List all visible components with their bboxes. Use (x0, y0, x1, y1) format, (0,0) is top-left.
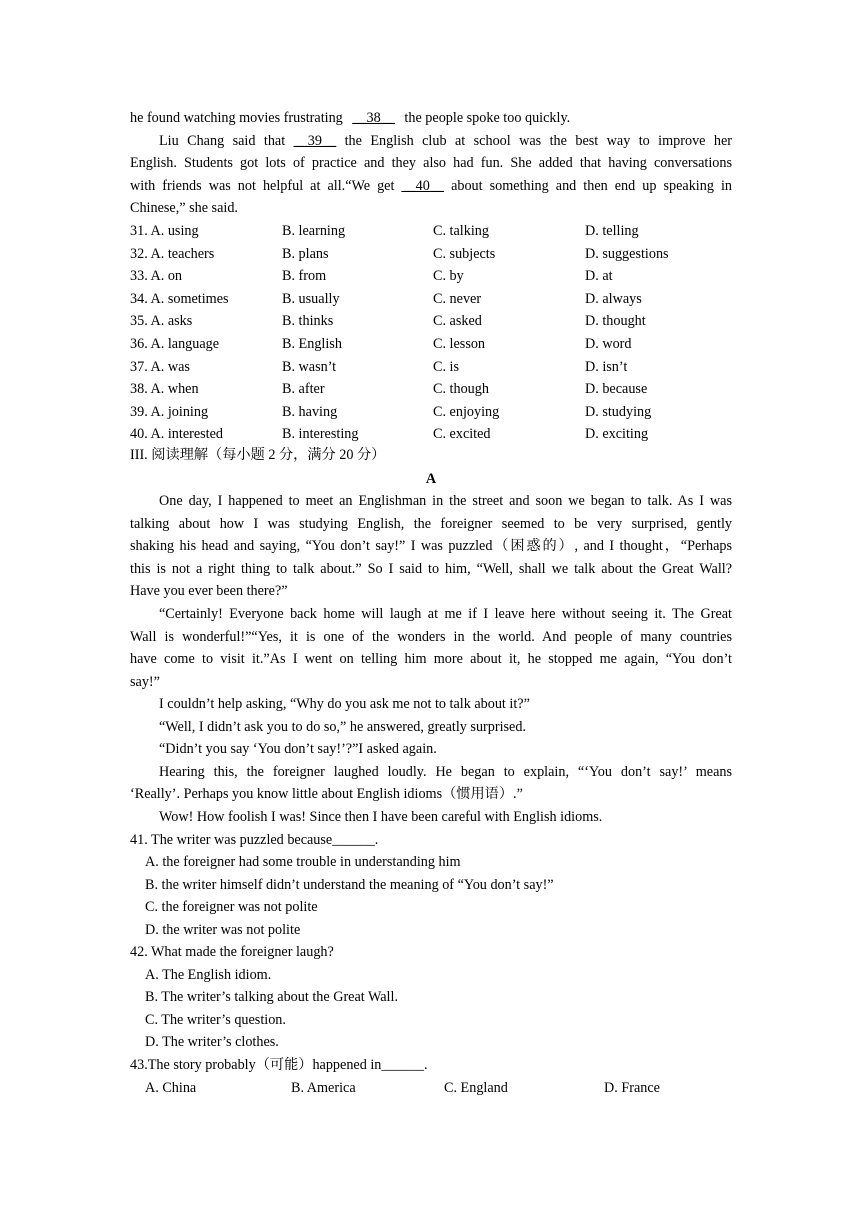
cloze-q38-option-d: D. because (585, 381, 648, 398)
cloze-q39-option-a: 39. A. joining (130, 403, 209, 420)
cloze-q38-option-a: 38. A. when (130, 381, 199, 398)
cloze-line-1 (130, 107, 732, 130)
question-43-option-a: A. China (145, 1080, 197, 1096)
cloze-q38-option-c: C. though (433, 381, 489, 398)
cloze-q37-option-d: D. isn’t (585, 358, 628, 375)
cloze-q36-option-a: 36. A. language (130, 336, 220, 352)
passage-line: One day, I happened to meet an Englishman in the street and soon we began to talk. As I was (159, 493, 732, 509)
cloze-q31-option-b: B. learning (282, 223, 346, 239)
cloze-q32-option-a: 32. A. teachers (130, 245, 215, 262)
cloze-q31-option-d: D. telling (585, 223, 639, 239)
passage-line: talking about how I was studying English, the foreigner seemed to be very surprised, gently (130, 516, 732, 532)
cloze-q33-option-d: D. at (585, 268, 613, 285)
cloze-q33-option-c: C. by (433, 268, 464, 285)
cloze-q31-option-c: C. talking (433, 223, 489, 239)
passage-line: “Certainly! Everyone back home will laugh at me if I leave here without seeing it. The Great (159, 606, 732, 622)
cloze-q38-option-b: B. after (282, 381, 325, 398)
cloze-q34-option-d: D. always (585, 290, 642, 307)
passage-line: have come to visit it.”As I went on telling him more about it, he stopped me again, “You don’t (130, 651, 732, 667)
question-43-option-c: C. England (444, 1080, 508, 1096)
cloze-q37-option-b: B. wasn’t (282, 358, 337, 375)
passage-line: Hearing this, the foreigner laughed loudly. He began to explain, “‘You don’t say!’ means (159, 764, 732, 780)
cloze-q31-option-a: 31. A. using (130, 223, 199, 239)
cloze-text: about something and then end up speaking in (451, 178, 733, 194)
question-41-option-b: B. the writer himself didn’t understand the meaning of “You don’t say!” (145, 877, 554, 893)
passage-line: “Well, I didn’t ask you to do so,” he answered, greatly surprised. (159, 719, 526, 735)
cloze-q33-option-b: B. from (282, 268, 327, 285)
question-42-stem: 42. What made the foreigner laugh? (130, 944, 334, 960)
blank-38: __38__ (352, 110, 395, 126)
question-41-option-c: C. the foreigner was not polite (145, 899, 318, 915)
cloze-q36-option-c: C. lesson (433, 336, 486, 352)
passage-label: A (425, 471, 437, 487)
cloze-line-5: Chinese,” she said. (130, 200, 238, 216)
cloze-q39-option-c: C. enjoying (433, 403, 500, 420)
cloze-q39-option-b: B. having (282, 403, 338, 420)
question-43-option-b: B. America (291, 1080, 356, 1096)
cloze-q40-option-a: 40. A. interested (130, 426, 223, 443)
section-heading: III. 阅读理解（每小题 2 分，满分 20 分） (130, 447, 386, 463)
cloze-text: with friends was not helpful at all.“We get (130, 178, 395, 194)
passage-line: Wall is wonderful!”“Yes, it is one of the wonders in the world. And people of many countries (130, 629, 732, 645)
passage-line: say!” (130, 674, 160, 690)
passage-line: shaking his head and saying, “You don’t say!” I was puzzled（困惑的）, and I thought，“Perhaps (130, 538, 732, 554)
cloze-q34-option-c: C. never (433, 290, 482, 307)
passage-line: this is not a right thing to talk about.” So I said to him, “Well, shall we talk about the Great Wall? (130, 561, 732, 577)
passage-line: Wow! How foolish I was! Since then I have been careful with English idioms. (159, 809, 603, 825)
cloze-line-4 (130, 175, 732, 198)
cloze-q35-option-a: 35. A. asks (130, 313, 193, 330)
question-42-option-a: A. The English idiom. (145, 967, 272, 983)
blank-40: __40__ (401, 178, 445, 194)
cloze-line-3: English. Students got lots of practice and they also had fun. She added that having conversations (130, 155, 732, 171)
cloze-q32-option-d: D. suggestions (585, 245, 669, 262)
question-42-option-c: C. The writer’s question. (145, 1012, 286, 1028)
cloze-q40-option-c: C. excited (433, 426, 491, 443)
cloze-q32-option-c: C. subjects (433, 245, 496, 262)
question-42-option-b: B. The writer’s talking about the Great Wall. (145, 989, 398, 1005)
cloze-q33-option-a: 33. A. on (130, 268, 183, 285)
cloze-q34-option-a: 34. A. sometimes (130, 290, 229, 307)
question-42-option-d: D. The writer’s clothes. (145, 1034, 279, 1050)
cloze-q35-option-b: B. thinks (282, 313, 334, 330)
cloze-q34-option-b: B. usually (282, 290, 340, 307)
cloze-text: he found watching movies frustrating (130, 110, 343, 126)
cloze-q37-option-c: C. is (433, 358, 460, 375)
cloze-q40-option-d: D. exciting (585, 426, 649, 443)
passage-line: I couldn’t help asking, “Why do you ask me not to talk about it?” (159, 696, 530, 712)
question-43-option-d: D. France (604, 1080, 660, 1096)
cloze-text: the English club at school was the best way to improve her (344, 133, 733, 149)
cloze-q36-option-d: D. word (585, 336, 632, 352)
cloze-q35-option-c: C. asked (433, 313, 482, 330)
cloze-q32-option-b: B. plans (282, 245, 329, 262)
passage-line: Have you ever been there?” (130, 583, 288, 599)
question-41-stem: 41. The writer was puzzled because______. (130, 832, 379, 848)
cloze-q36-option-b: B. English (282, 336, 342, 352)
cloze-q39-option-d: D. studying (585, 403, 652, 420)
blank-39: __39__ (293, 133, 337, 149)
cloze-line-2 (130, 130, 732, 153)
cloze-text: the people spoke too quickly. (404, 110, 571, 126)
passage-line: “Didn’t you say ‘You don’t say!’?”I asked again. (159, 741, 437, 757)
question-43-stem: 43.The story probably（可能）happened in______. (130, 1057, 428, 1073)
question-41-option-a: A. the foreigner had some trouble in understanding him (145, 854, 461, 870)
question-41-option-d: D. the writer was not polite (145, 922, 301, 938)
passage-line: ‘Really’. Perhaps you know little about English idioms（惯用语）.” (130, 786, 523, 802)
cloze-q40-option-b: B. interesting (282, 426, 359, 443)
cloze-text: Liu Chang said that (159, 133, 286, 149)
cloze-q35-option-d: D. thought (585, 313, 646, 330)
cloze-q37-option-a: 37. A. was (130, 358, 190, 375)
